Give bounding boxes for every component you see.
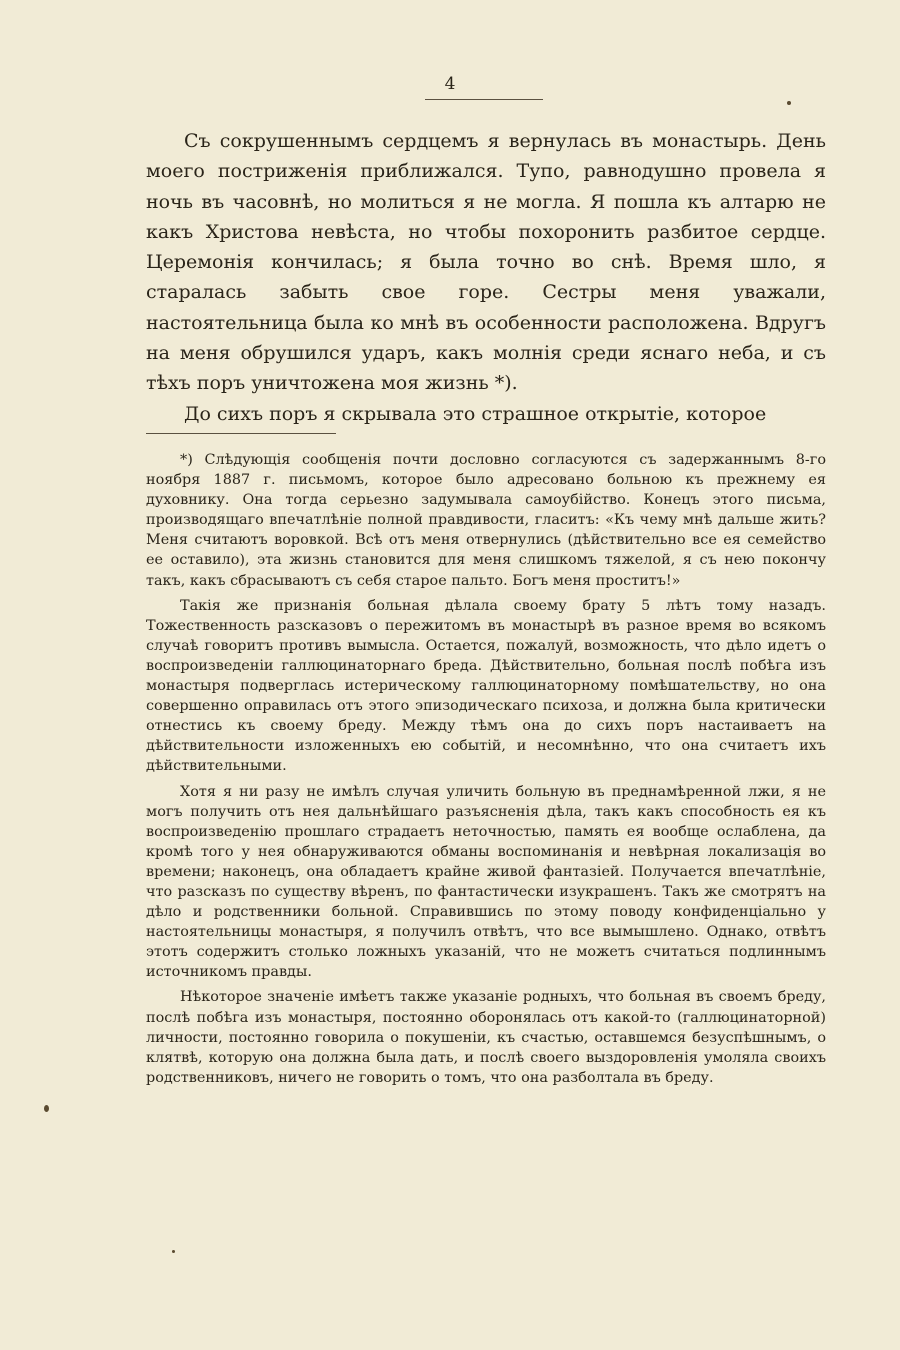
- footnote-paragraph: Такія же признанія больная дѣлала своему брату 5 лѣтъ тому назадъ. Тожественность разсказовъ о пережитомъ въ монастырѣ въ разное время во всякомъ случаѣ говоритъ противъ вымысла. Остается, пожалуй, возможность, что дѣло идетъ о воспроизведеніи галлюцинаторнаго бреда. Дѣйствительно, больная послѣ побѣга изъ монастыря подверглась истерическому галлюцинаторному помѣшательству, но она совершенно оправилась отъ этого эпизодическаго психоза, и должна была критически отнестись къ своему бреду. Между тѣмъ она до сихъ поръ настаиваетъ на дѣйствительности изложенныхъ ею событій, и несомнѣнно, что она считаетъ ихъ дѣйствительными.: [146, 597, 826, 775]
- footnotes: [146, 450, 826, 1093]
- footnote-paragraph: Хотя я ни разу не имѣлъ случая уличить больную въ преднамѣренной лжи, я не могъ получить отъ нея дальнѣйшаго разъясненія дѣла, такъ какъ способность ея къ воспроизведенію прошлаго страдаетъ неточностью, память ея вообще ослаблена, да кромѣ того у нея обнаруживаются обманы воспоминанія и невѣрная локализація во времени; наконецъ, она обладаетъ крайне живой фантазіей. Получается впечатлѣніе, что разсказъ по существу вѣренъ, по фантастически изукрашенъ. Такъ же смотрятъ на дѣло и родственники больной. Справившись по этому поводу конфиденціально у настоятельницы монастыря, я получилъ отвѣтъ, что все вымышлено. Однако, отвѣтъ этотъ содержитъ столько ложныхъ указаній, что не можетъ считаться подлиннымъ источникомъ правды.: [146, 783, 826, 981]
- paper-speck: [172, 1250, 175, 1253]
- main-paragraph: Съ сокрушеннымъ сердцемъ я вернулась въ монастырь. День моего постриженія приближался. Тупо, равнодушно провела я ночь въ часовнѣ, но молиться я не могла. Я пошла къ алтарю не какъ Христова невѣста, но чтобы похоронить разбитое сердце. Церемонія кончилась; я была точно во снѣ. Время шло, я старалась забыть свое горе. Сестры меня уважали, настоятельница была ко мнѣ въ особенности расположена. Вдругъ на меня обрушился ударъ, какъ молнія среди яснаго неба, и съ тѣхъ поръ уничтожена моя жизнь *).: [146, 130, 826, 395]
- paper-speck: [787, 101, 791, 105]
- footnote-paragraph: *) Слѣдующія сообщенія почти дословно согласуются съ задержаннымъ 8-го ноября 1887 г. письмомъ, которое было адресовано больною къ прежнему ея духовнику. Она тогда серьезно задумывала самоубійство. Конецъ этого письма, производящаго впечатлѣніе полной правдивости, гласитъ: «Къ чему мнѣ дальше жить? Меня считаютъ воровкой. Всѣ отъ меня отвернулись (дѣйствительно все ея семейство ее оставило), эта жизнь становится для меня слишкомъ тяжелой, я съ нею покончу такъ, какъ сбрасываютъ съ себя старое пальто. Богъ меня проститъ!»: [146, 452, 826, 589]
- header-rule: [425, 99, 543, 100]
- main-paragraph: До сихъ поръ я скрывала это страшное открытіе, которое: [184, 402, 767, 425]
- paper-speck: [44, 1105, 49, 1112]
- page-number: 4: [444, 74, 456, 94]
- main-text: [146, 126, 826, 429]
- footnote-rule: [146, 433, 336, 434]
- footnote-paragraph: Нѣкоторое значеніе имѣетъ также указаніе родныхъ, что больная въ своемъ бреду, послѣ побѣга изъ монастыря, постоянно оборонялась отъ какой-то (галлюцинаторной) личности, постоянно говорила о покушеніи, къ счастью, оставшемся безуспѣшнымъ, о клятвѣ, которую она должна была дать, и послѣ своего выздоровленія умоляла своихъ родственниковъ, ничего не говорить о томъ, что она разболтала въ бреду.: [146, 989, 826, 1086]
